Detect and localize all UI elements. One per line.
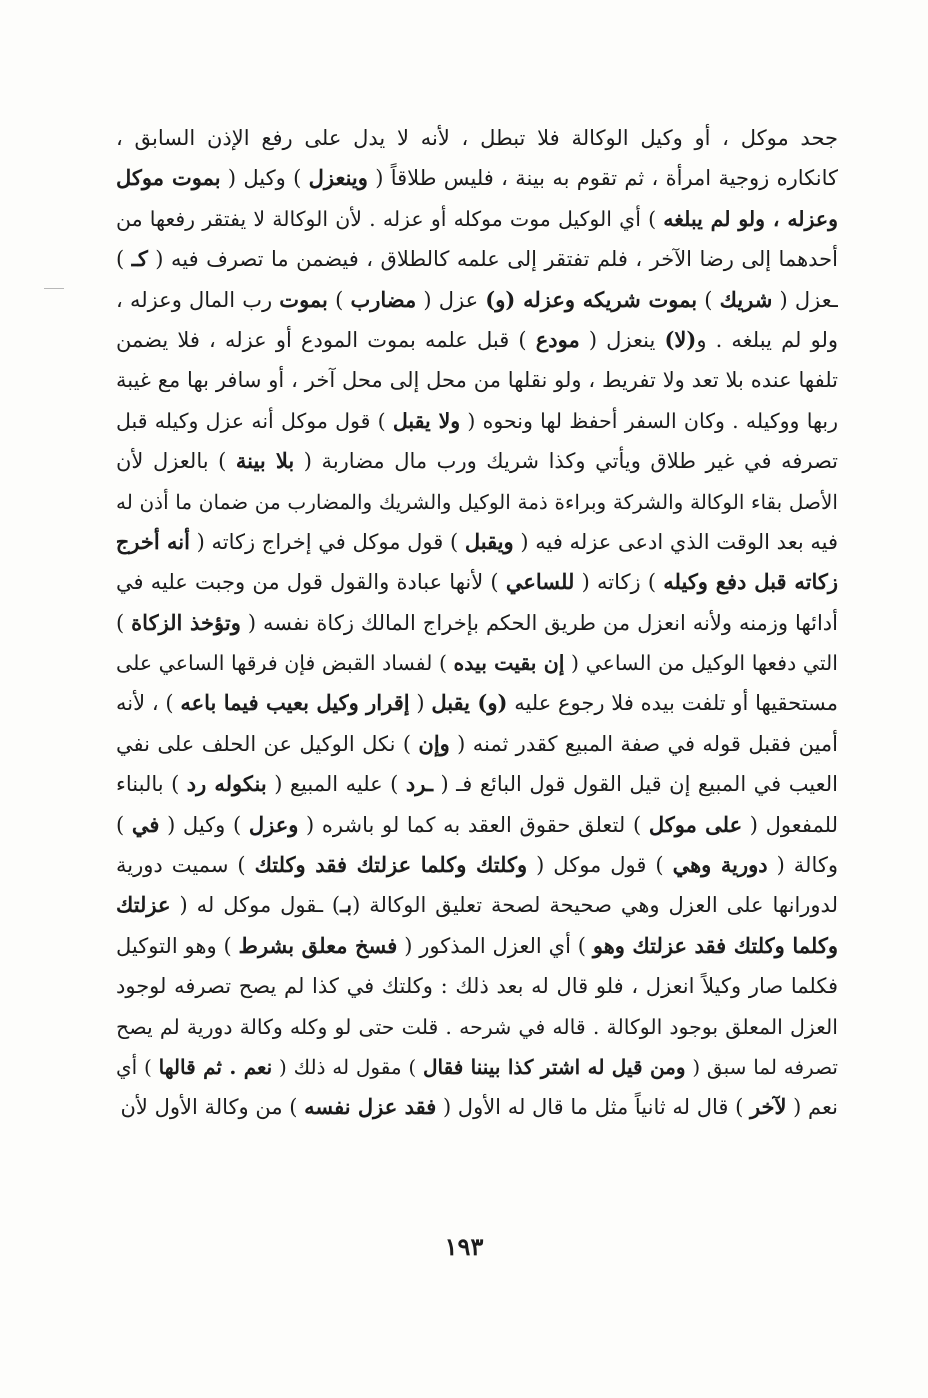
commentary-segment: ) بالبناء <box>116 772 187 797</box>
text-line <box>116 118 838 158</box>
bold-matn-segment: للساعي <box>505 569 575 595</box>
text-line <box>116 724 838 764</box>
commentary-segment: تصرفه لما سبق ( <box>685 1054 838 1079</box>
commentary-segment: ) سميت دورية <box>116 853 255 878</box>
bold-matn-segment: وتؤخذ الزكاة <box>131 609 241 635</box>
text-line <box>116 158 838 198</box>
commentary-segment: ) ـقول موكل له ( <box>170 893 341 918</box>
body-text <box>116 118 838 1128</box>
scan-artifact <box>44 288 64 291</box>
commentary-segment: ) زكاته ( <box>574 570 664 595</box>
commentary-segment: الأصل بقاء الوكالة والشركة وبراءة ذمة الوكيل والشريك والمضارب من ضمان ما أذن له <box>116 489 838 514</box>
text-line <box>116 320 838 360</box>
bold-matn-segment: فقد عزل نفسه <box>304 1094 437 1120</box>
bold-matn-segment: (و) يقبل <box>431 690 508 716</box>
bold-matn-segment: ولا يقبل <box>392 408 461 433</box>
commentary-segment: ) <box>697 287 720 312</box>
bold-matn-segment: نعم . ثم قالها <box>158 1054 273 1079</box>
bold-matn-segment: على موكل <box>648 811 743 837</box>
commentary-segment: ) من وكالة الأول لأن <box>120 1095 305 1120</box>
bold-matn-segment: دورية وهي <box>672 852 768 878</box>
bold-matn-segment: بنكوله رد <box>186 771 267 797</box>
text-line <box>116 683 838 723</box>
bold-matn-segment: بموت شريكه وعزله (و) <box>485 286 698 312</box>
bold-matn-segment: إقرار وكيل بعيب فيما باعه <box>180 690 410 716</box>
bold-matn-segment: بـ <box>340 892 353 918</box>
bold-matn-segment: بموت <box>279 286 328 312</box>
commentary-segment: ) عليه المبيع ( <box>266 772 406 797</box>
commentary-segment: ) قول موكل في إخراج زكاته ( <box>189 529 465 554</box>
text-line <box>116 845 838 885</box>
bold-matn-segment: عزلتك <box>116 892 171 918</box>
commentary-segment: ) أي العزل المذكور ( <box>397 933 593 958</box>
commentary-segment: كانكاره زوجية امرأة ، ثم تقوم به بينة ، فليس طلاقاً ( <box>367 166 838 191</box>
commentary-segment: ) مقول له ذلك ( <box>272 1054 423 1079</box>
commentary-segment: ) قبل علمه بموت المودع أو عزله ، فلا يضمن <box>116 327 536 352</box>
commentary-segment: تصرفه في غير طلاق ويأتي وكذا شريك ورب مال مضاربة ( <box>294 449 838 474</box>
bold-matn-segment: إن بقيت بيده <box>453 651 565 676</box>
bold-matn-segment: شريك <box>719 286 773 312</box>
commentary-segment: جحد موكل ، أو وكيل الوكالة فلا تبطل ، لأنه لا يدل على رفع الإذن السابق ، <box>116 126 838 150</box>
bold-matn-segment: كـ <box>131 246 148 272</box>
commentary-segment: ربها ووكيله . وكان السفر أحفظ لها ونحوه ( <box>460 408 838 433</box>
text-line <box>116 239 838 279</box>
commentary-segment: ) وكيل ( <box>159 812 249 837</box>
text-line <box>116 482 838 522</box>
text-line <box>116 360 838 400</box>
bold-matn-segment: ومن قيل له اشتر كذا بيننا فقال <box>422 1054 686 1079</box>
commentary-segment: ـعزل ( <box>772 287 838 312</box>
commentary-segment: ) قول موكل أنه عزل وكيله قبل <box>116 408 393 433</box>
text-line <box>116 522 838 562</box>
bold-matn-segment: وإن <box>418 730 450 756</box>
commentary-segment: ولو لم يبلغه . و <box>696 327 838 352</box>
commentary-segment: العيب في المبيع إن قيل القول قول البائع فـ ( <box>432 772 838 797</box>
text-line <box>116 199 838 239</box>
text-line <box>116 885 838 925</box>
commentary-segment: تلفها عنده بلا تعد ولا تفريط ، ولو نقلها من محل إلى محل آخر ، أو سافر بها مع غيبة <box>116 368 838 393</box>
bold-matn-segment: وكلما وكلتك فقد عزلتك وهو <box>592 932 838 958</box>
commentary-segment: أحدهما إلى رضا الآخر ، فلم تفتقر إلى علمه كالطلاق ، فيضمن ما تصرف فيه ( <box>147 247 838 272</box>
text-line <box>116 603 838 643</box>
commentary-segment: أدائها وزمنه ولأنه انعزل من طريق الحكم بإخراج المالك زكاة نفسه ( <box>240 610 838 635</box>
text-line <box>116 1047 838 1087</box>
bold-matn-segment: أنه أخرج <box>116 528 190 554</box>
commentary-segment: أمين فقبل قوله في صفة المبيع كقدر ثمنه ( <box>449 731 838 756</box>
commentary-segment: للمفعول ( <box>742 812 838 837</box>
bold-matn-segment: وعزله ، ولو لم يبلغه <box>663 206 838 231</box>
commentary-segment: ) وهو التوكيل <box>116 933 239 958</box>
text-line <box>116 805 838 845</box>
commentary-segment: ) لتعلق حقوق العقد به كما لو باشره ( <box>298 812 649 837</box>
text-line <box>116 441 838 481</box>
commentary-segment: ) بالعزل لأن <box>116 449 236 474</box>
commentary-segment: مستحقيها أو تلفت بيده فلا رجوع عليه <box>507 691 838 716</box>
text-line <box>116 764 838 804</box>
commentary-segment: وكالة ( <box>767 853 838 878</box>
bold-matn-segment: لآخر <box>749 1094 787 1120</box>
bold-matn-segment: وعزل <box>248 811 299 837</box>
commentary-segment: ) وكيل ( <box>220 166 309 191</box>
commentary-segment: ) نكل الوكيل عن الحلف على نفي <box>116 731 419 756</box>
bold-matn-segment: زكاته قبل دفع وكيله <box>663 569 838 595</box>
commentary-segment: العزل المعلق بوجود الوكالة . قاله في شرحه . قلت حتى لو وكله وكالة دورية لم يصح <box>116 1014 838 1039</box>
commentary-segment: ) <box>327 287 351 312</box>
text-line <box>116 966 838 1006</box>
bold-matn-segment: وكلتك وكلما عزلتك فقد وكلتك <box>254 852 528 878</box>
bold-matn-segment: ويقبل <box>464 528 514 554</box>
commentary-segment: ) <box>116 610 132 635</box>
bold-matn-segment: (لا) <box>664 326 697 352</box>
bold-matn-segment: فسخ معلق بشرط <box>238 932 398 958</box>
commentary-segment: ( <box>409 691 432 716</box>
commentary-segment: ) لأنها عبادة والقول قول من وجبت عليه في <box>116 570 506 595</box>
commentary-segment: ) قول موكل ( <box>527 853 673 878</box>
text-line <box>116 1007 838 1047</box>
bold-matn-segment: في <box>131 811 160 837</box>
bold-matn-segment: ـرد <box>405 771 433 797</box>
text-line <box>116 1087 838 1127</box>
commentary-segment: رب المال وعزله ، <box>116 287 280 312</box>
commentary-segment: التي دفعها الوكيل من الساعي ( <box>564 651 838 676</box>
commentary-segment: نعم ( <box>786 1095 838 1120</box>
page-number: ١٩٣ <box>444 1232 484 1261</box>
text-line <box>116 926 838 966</box>
commentary-segment: ) أي الوكيل موت موكله أو عزله . لأن الوكالة لا يفتقر رفعها من <box>116 206 664 231</box>
commentary-segment: لدورانها على العزل وهي صحيحة لصحة تعليق الوكالة ( <box>352 893 838 918</box>
commentary-segment: ) قال له ثانياً مثل ما قال له الأول ( <box>436 1095 750 1120</box>
commentary-segment: فكلما صار وكيلاً انعزل ، فلو قال له بعد ذلك : وكلتك في كذا لم يصح تصرفه لوجود <box>116 974 838 999</box>
commentary-segment: ) <box>116 247 132 272</box>
bold-matn-segment: بلا بينة <box>235 448 295 474</box>
commentary-segment: ) لفساد القبض فإن فرقها الساعي على <box>116 651 454 676</box>
bold-matn-segment: مودع <box>535 326 580 352</box>
commentary-segment: ) أي <box>116 1054 159 1079</box>
text-line <box>116 562 838 602</box>
text-line <box>116 401 838 441</box>
commentary-segment: ) ، لأنه <box>116 691 181 716</box>
text-line <box>116 643 838 683</box>
bold-matn-segment: مضارب <box>350 286 417 312</box>
text-line <box>116 280 838 320</box>
commentary-segment: فيه بعد الوقت الذي ادعى عزله فيه ( <box>513 529 838 554</box>
commentary-segment: عزل ( <box>416 287 486 312</box>
bold-matn-segment: وينعزل <box>308 165 368 191</box>
bold-matn-segment: بموت موكل <box>116 165 221 191</box>
commentary-segment: ) <box>116 812 132 837</box>
commentary-segment: ينعزل ( <box>579 327 665 352</box>
